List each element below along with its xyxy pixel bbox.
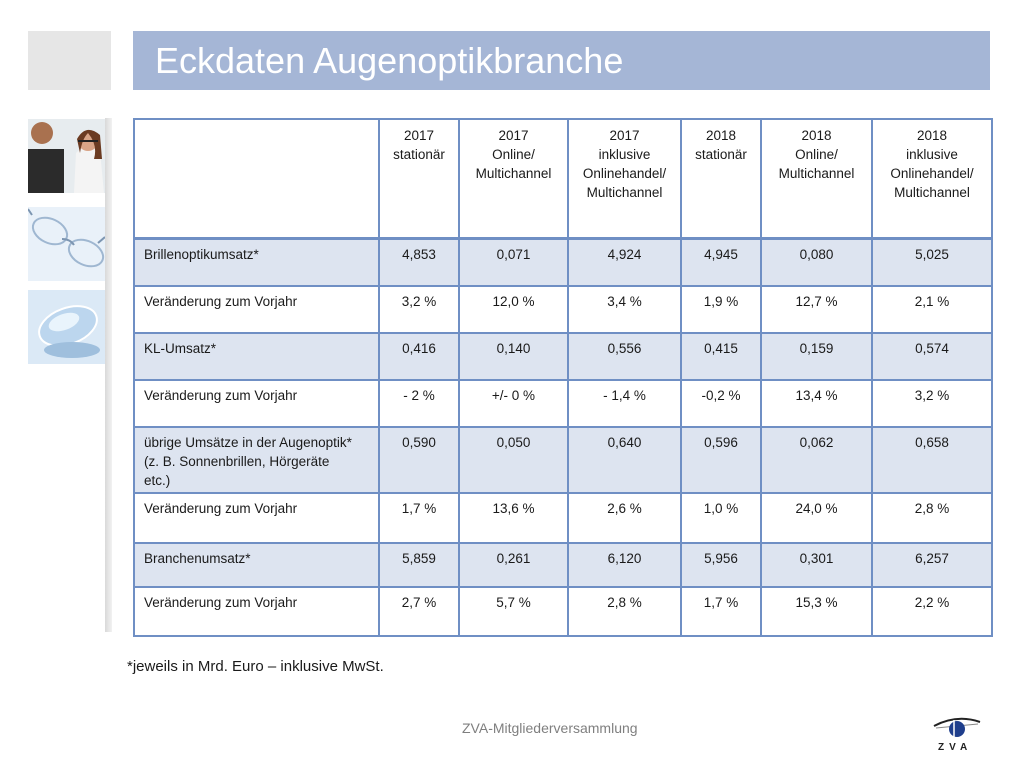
glasses-photo <box>28 207 105 281</box>
table-cell: 5,859 <box>379 543 459 587</box>
table-cell: 3,2 % <box>379 286 459 333</box>
column-header <box>761 119 872 239</box>
header-line: Onlinehandel/ <box>582 166 667 181</box>
table-cell: 0,596 <box>681 427 761 493</box>
row-label <box>134 493 379 543</box>
table-cell: 1,7 % <box>681 587 761 636</box>
table-cell: 12,0 % <box>459 286 568 333</box>
header-line: Online/ <box>795 147 838 162</box>
contact-lens-photo <box>28 290 105 364</box>
table-cell: 2,1 % <box>872 286 992 333</box>
table-cell: 5,025 <box>872 239 992 286</box>
table-cell: 4,853 <box>379 239 459 286</box>
row-label-line: Veränderung zum Vorjahr <box>144 387 298 403</box>
table-cell: -0,2 % <box>681 380 761 427</box>
table-cell: 0,080 <box>761 239 872 286</box>
header-line: Multichannel <box>778 166 855 181</box>
table-cell: 0,071 <box>459 239 568 286</box>
title-bar <box>133 31 990 90</box>
table-cell: 1,9 % <box>681 286 761 333</box>
header-line: inklusive <box>906 147 958 162</box>
row-label-line: KL-Umsatz* <box>144 340 217 356</box>
row-label-line: etc.) <box>144 472 171 488</box>
header-line: 2017 <box>498 128 529 143</box>
header-line: 2018 <box>916 128 948 143</box>
row-label-line: Brillenoptikumsatz* <box>144 247 259 262</box>
header-line: Online/ <box>492 147 535 162</box>
footer-text: ZVA-Mitgliederversammlung <box>462 720 638 736</box>
header-line: inklusive <box>598 147 651 162</box>
row-label-line: Veränderung zum Vorjahr <box>144 500 298 516</box>
column-header <box>459 119 568 239</box>
table-cell: 0,062 <box>761 427 872 493</box>
table-row <box>134 239 992 286</box>
table-row <box>134 380 992 427</box>
table-row <box>134 493 992 543</box>
table-cell: 1,7 % <box>379 493 459 543</box>
row-label <box>134 543 379 587</box>
header-line: Multichannel <box>586 185 663 200</box>
table-cell: 0,261 <box>459 543 568 587</box>
table-cell: 2,6 % <box>568 493 681 543</box>
table-cell: 15,3 % <box>761 587 872 636</box>
column-header <box>681 119 761 239</box>
slide-title: Eckdaten Augenoptikbranche <box>155 40 624 81</box>
header-line: 2018 <box>801 128 832 143</box>
table-row <box>134 543 992 587</box>
table-cell: 24,0 % <box>761 493 872 543</box>
header-empty-cell <box>134 119 379 239</box>
table-cell: 2,7 % <box>379 587 459 636</box>
table-cell: 4,924 <box>568 239 681 286</box>
table-cell: 0,050 <box>459 427 568 493</box>
header-line: stationär <box>695 147 747 162</box>
row-label <box>134 333 379 380</box>
header-line: 2018 <box>705 128 737 143</box>
table-cell: 4,945 <box>681 239 761 286</box>
table-row <box>134 286 992 333</box>
logo-text: ZVA <box>938 742 973 753</box>
table-cell: 0,140 <box>459 333 568 380</box>
table-cell: 0,658 <box>872 427 992 493</box>
header-line: Multichannel <box>894 185 970 200</box>
row-label-line: Veränderung zum Vorjahr <box>144 594 298 610</box>
table-cell: 0,159 <box>761 333 872 380</box>
side-divider <box>105 118 112 632</box>
table-cell: 2,8 % <box>568 587 681 636</box>
table-row <box>134 333 992 380</box>
table-cell: - 1,4 % <box>568 380 681 427</box>
table-cell: 2,8 % <box>872 493 992 543</box>
table-cell: 0,556 <box>568 333 681 380</box>
row-label <box>134 286 379 333</box>
table-cell: 5,956 <box>681 543 761 587</box>
table-cell: 6,257 <box>872 543 992 587</box>
table-cell: 5,7 % <box>459 587 568 636</box>
row-label-line: Veränderung zum Vorjahr <box>144 293 298 309</box>
row-label <box>134 427 379 493</box>
table-cell: 13,4 % <box>761 380 872 427</box>
header-line: stationär <box>393 147 445 162</box>
table-cell: 0,416 <box>379 333 459 380</box>
table-cell: 0,640 <box>568 427 681 493</box>
row-label <box>134 239 379 286</box>
table-cell: 13,6 % <box>459 493 568 543</box>
column-header <box>872 119 992 239</box>
header-line: Multichannel <box>475 166 552 181</box>
column-header <box>379 119 459 239</box>
table-cell: - 2 % <box>379 380 459 427</box>
table-header-row <box>134 119 992 239</box>
corner-decoration <box>28 31 111 90</box>
table-cell: 3,2 % <box>872 380 992 427</box>
table-cell: +/- 0 % <box>459 380 568 427</box>
row-label <box>134 380 379 427</box>
table-row <box>134 587 992 636</box>
header-line: 2017 <box>403 128 435 143</box>
table-row <box>134 427 992 493</box>
table-cell: 0,301 <box>761 543 872 587</box>
data-table <box>133 118 993 637</box>
table-cell: 0,574 <box>872 333 992 380</box>
table-cell: 0,590 <box>379 427 459 493</box>
row-label-line: Branchenumsatz* <box>144 550 251 566</box>
table-cell: 6,120 <box>568 543 681 587</box>
header-line: Onlinehandel/ <box>890 166 974 181</box>
table-cell: 3,4 % <box>568 286 681 333</box>
table-cell: 12,7 % <box>761 286 872 333</box>
table-cell: 0,415 <box>681 333 761 380</box>
zva-logo <box>930 712 984 760</box>
footnote: *jeweils in Mrd. Euro – inklusive MwSt. <box>127 658 384 675</box>
row-label-line: (z. B. Sonnenbrillen, Hörgeräte <box>144 453 330 469</box>
header-line: 2017 <box>609 128 640 143</box>
row-label-line: übrige Umsätze in der Augenoptik* <box>144 434 352 450</box>
table-cell: 2,2 % <box>872 587 992 636</box>
row-label <box>134 587 379 636</box>
optician-customer-photo <box>28 119 105 193</box>
column-header <box>568 119 681 239</box>
table-cell: 1,0 % <box>681 493 761 543</box>
